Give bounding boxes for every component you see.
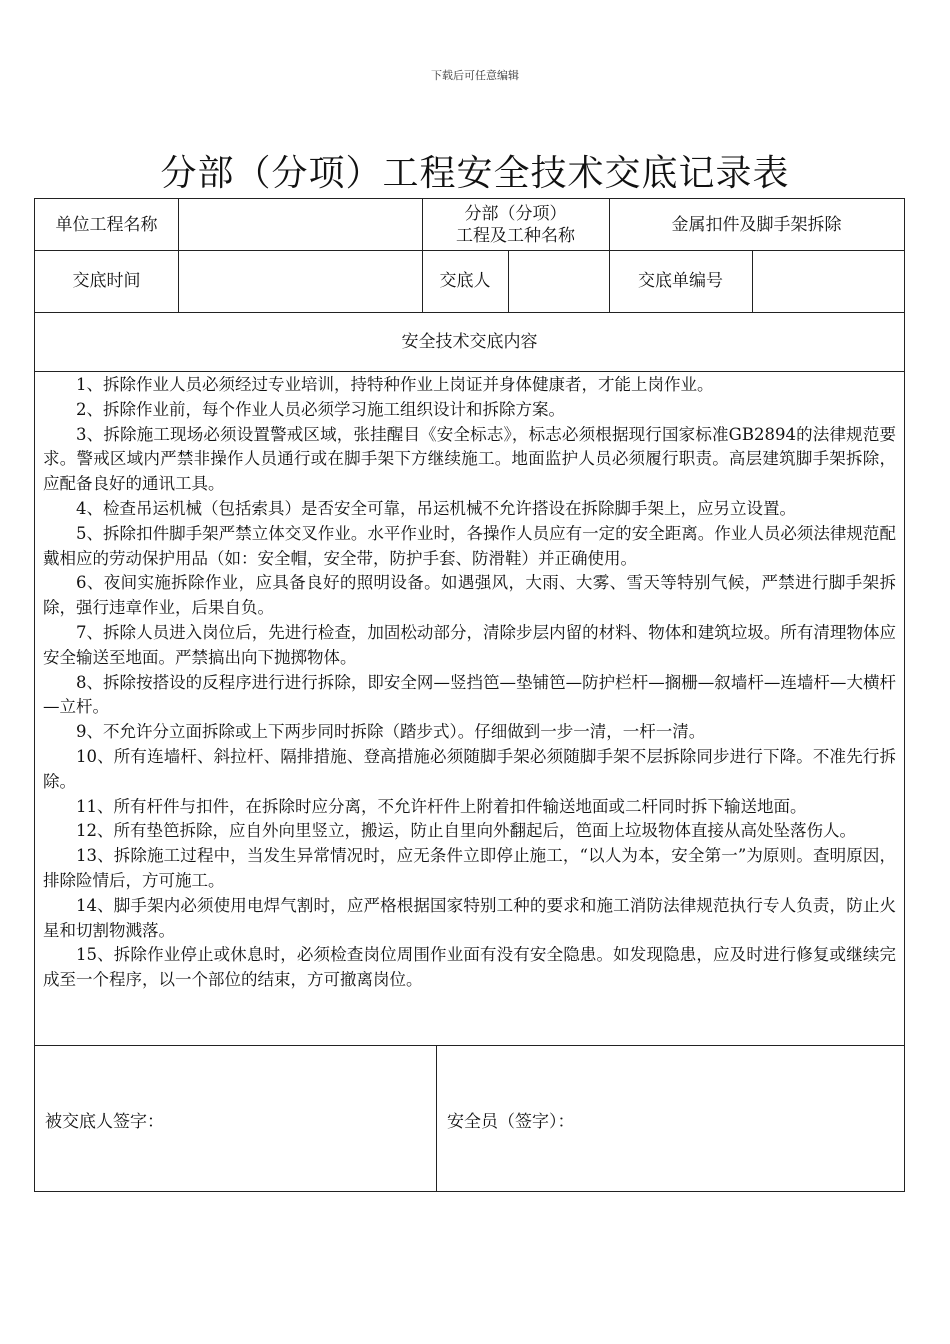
content-item-8: 8、拆除按搭设的反程序进行进行拆除，即安全网—竖挡笆—垫铺笆—防护栏杆—搁栅—叙墙杆—连墙杆—大横杆—立杆。 xyxy=(43,672,896,717)
person-label: 交底人 xyxy=(439,271,491,291)
content-item-5: 5、拆除扣件脚手架严禁立体交叉作业。水平作业时，各操作人员应有一定的安全距离。作业人员必须法律规范配戴相应的劳动保护用品（如：安全帽，安全带，防护手套、防滑鞋）并正确使用。 xyxy=(43,523,896,568)
sub-project-value[interactable]: 金属扣件及脚手架拆除 xyxy=(671,214,842,235)
safety-officer-signature-label[interactable]: 安全员（签字）： xyxy=(447,1112,575,1132)
content-item-4: 4、检查吊运机械（包括索具）是否安全可靠，吊运机械不允许搭设在拆除脚手架上，应另立设置。 xyxy=(76,498,796,518)
sub-project-label-line2: 工程及工种名称 xyxy=(456,225,575,246)
content-item-6: 6、夜间实施拆除作业，应具备良好的照明设备。如遇强风，大雨、大雾、雪天等特别气候，严禁进行脚手架拆除，强行违章作业，后果自负。 xyxy=(43,573,896,618)
row-divider xyxy=(35,1045,904,1046)
content-item-3: 3、拆除施工现场必须设置警戒区域，张挂醒目《安全标志》，标志必须根据现行国家标准GB2894的法律规范要求。警戒区域内严禁非操作人员通行或在脚手架下方继续施工。地面监护人员必须履行职责。高层建筑脚手架拆除，应配备良好的通讯工具。 xyxy=(43,424,896,494)
content-item-1: 1、拆除作业人员必须经过专业培训，持特种作业上岗证并身体健康者，才能上岗作业。 xyxy=(76,375,714,394)
person-field[interactable] xyxy=(508,250,609,312)
content-item-13: 13、拆除施工过程中，当发生异常情况时，应无条件立即停止施工，“以人为本，安全第一”为原则。查明原因，排除险情后，方可施工。 xyxy=(43,846,896,890)
content-item-12: 12、所有垫笆拆除，应自外向里竖立，搬运，防止自里向外翻起后，笆面上垃圾物体直接从高处坠落伤人。 xyxy=(76,821,856,841)
header-note: 下载后可任意编辑 xyxy=(431,69,519,82)
receiver-signature-label[interactable]: 被交底人签字： xyxy=(45,1112,164,1132)
disclosure-content xyxy=(43,373,896,993)
row-divider xyxy=(35,371,904,372)
time-label: 交底时间 xyxy=(72,271,141,291)
content-item-15: 15、拆除作业停止或休息时，必须检查岗位周围作业面有没有安全隐患。如发现隐患，应及时进行修复或继续完成至一个程序，以一个部位的结束，方可撤离岗位。 xyxy=(43,945,896,990)
content-header: 安全技术交底内容 xyxy=(401,331,538,352)
signature-divider xyxy=(436,1045,437,1192)
content-item-9: 9、不允许分立面拆除或上下两步同时拆除（踏步式）。仔细做到一步一清，一杆一清。 xyxy=(76,722,706,742)
safety-disclosure-form xyxy=(34,198,905,1192)
unit-project-field[interactable] xyxy=(178,199,422,250)
content-item-2: 2、拆除作业前，每个作业人员必须学习施工组织设计和拆除方案。 xyxy=(76,399,565,419)
content-item-14: 14、脚手架内必须使用电焊气割时，应严格根据国家特别工种的要求和施工消防法律规范执行专人负责，防止火星和切割物溅落。 xyxy=(43,895,896,940)
page-title: 分部（分项）工程安全技术交底记录表 xyxy=(160,153,790,194)
time-field[interactable] xyxy=(178,250,422,312)
number-label: 交底单编号 xyxy=(638,271,723,291)
content-item-10: 10、所有连墙杆、斜拉杆、隔排措施、登高措施必须随脚手架必须随脚手架不层拆除同步进行下降。不准先行拆除。 xyxy=(43,746,896,791)
sub-project-label-line1: 分部（分项） xyxy=(464,203,567,224)
unit-project-label: 单位工程名称 xyxy=(55,214,158,235)
number-field[interactable] xyxy=(752,250,904,312)
sub-project-label xyxy=(422,199,609,250)
content-item-7: 7、拆除人员进入岗位后，先进行检查，加固松动部分，清除步层内留的材料、物体和建筑垃圾。所有清理物体应安全输送至地面。严禁搞出向下抛掷物体。 xyxy=(43,622,896,667)
content-item-11: 11、所有杆件与扣件，在拆除时应分离，不允许杆件上附着扣件输送地面或二杆同时拆下输送地面。 xyxy=(76,796,807,816)
